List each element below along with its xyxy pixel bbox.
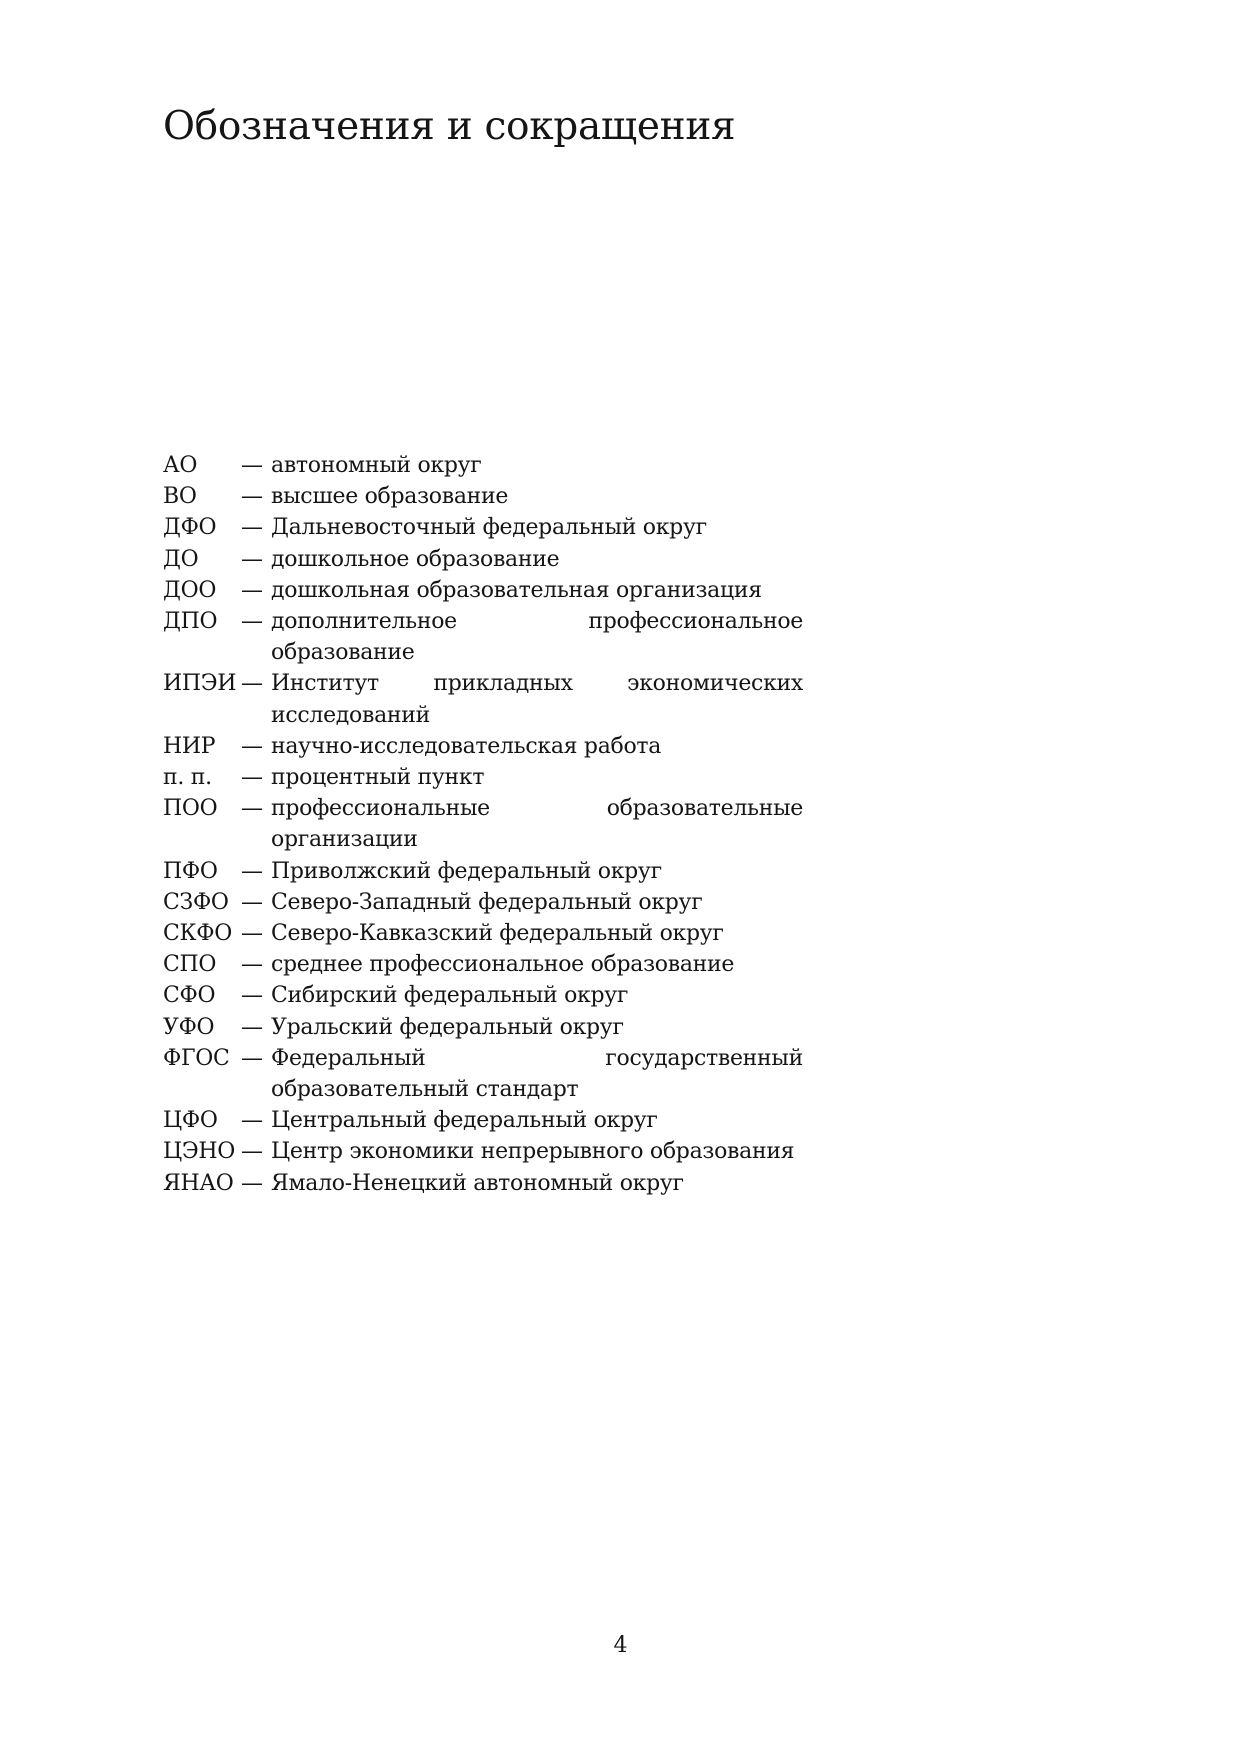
abbreviation-row — [163, 1012, 803, 1043]
em-dash: — — [241, 453, 263, 478]
abbreviation-definition: Дальневосточный федеральный округ — [271, 515, 707, 541]
abbreviation-row — [163, 793, 803, 855]
em-dash: — — [241, 515, 263, 541]
abbreviation-term: ПОО — [163, 796, 218, 822]
em-dash: — — [241, 609, 263, 635]
abbreviation-definition: Северо-Западный федеральный округ — [271, 889, 703, 915]
abbreviation-definition: Сибирский федеральный округ — [271, 983, 629, 1009]
em-dash: — — [241, 1045, 263, 1071]
em-dash: — — [241, 577, 263, 603]
abbreviation-term: ЦЭНО — [163, 1139, 236, 1165]
abbreviation-row — [163, 481, 803, 512]
abbreviation-term: ДО — [163, 546, 199, 572]
abbreviation-row — [163, 731, 803, 762]
abbreviation-definition: дошкольное образование — [271, 546, 560, 572]
em-dash: — — [241, 889, 263, 915]
em-dash: — — [241, 1170, 263, 1196]
abbreviation-term: СЗФО — [163, 889, 229, 915]
em-dash: — — [241, 858, 263, 884]
abbreviation-term: АО — [163, 453, 198, 478]
abbreviation-definition: дополнительное профессиональное образование — [271, 609, 803, 666]
abbreviation-definition: научно-исследовательская работа — [271, 733, 662, 759]
abbreviation-term: ДОО — [163, 577, 217, 603]
abbreviation-definition: автономный округ — [271, 453, 482, 478]
abbreviation-term: УФО — [163, 1014, 215, 1040]
abbreviation-row — [163, 544, 803, 575]
abbreviation-definition: Институт прикладных экономических исследований — [271, 671, 803, 728]
abbreviation-term: НИР — [163, 733, 216, 759]
abbreviation-definition: Северо-Кавказский федеральный округ — [271, 921, 724, 947]
abbreviation-term: ФГОС — [163, 1045, 230, 1071]
abbreviation-row — [163, 980, 803, 1011]
em-dash: — — [241, 952, 263, 978]
em-dash: — — [241, 796, 263, 822]
page-number: 4 — [613, 1633, 628, 1658]
abbreviation-row — [163, 668, 803, 730]
abbreviation-row — [163, 1168, 803, 1199]
em-dash: — — [241, 484, 263, 510]
abbreviation-definition: Центр экономики непрерывного образования — [271, 1139, 795, 1165]
abbreviation-row — [163, 1043, 803, 1105]
abbreviation-term: ВО — [163, 484, 197, 510]
abbreviation-term: п. п. — [163, 765, 212, 791]
abbreviation-list — [163, 450, 803, 1199]
em-dash: — — [241, 983, 263, 1009]
abbreviation-definition: дошкольная образовательная организация — [271, 577, 762, 603]
abbreviation-term: ПФО — [163, 858, 218, 884]
abbreviation-term: ЯНАО — [163, 1170, 234, 1196]
abbreviation-definition: высшее образование — [271, 484, 509, 510]
abbreviation-row — [163, 762, 803, 793]
abbreviation-row — [163, 887, 803, 918]
abbreviation-term: ЦФО — [163, 1108, 218, 1134]
abbreviation-term: СКФО — [163, 921, 232, 947]
em-dash: — — [241, 765, 263, 791]
abbreviation-row — [163, 949, 803, 980]
abbreviation-definition: процентный пункт — [271, 765, 485, 791]
abbreviation-row — [163, 1136, 803, 1167]
em-dash: — — [241, 921, 263, 947]
abbreviation-term: ИПЭИ — [163, 671, 237, 697]
abbreviation-definition: профессиональные образовательные организации — [271, 796, 803, 853]
abbreviation-row — [163, 918, 803, 949]
abbreviation-row — [163, 575, 803, 606]
abbreviation-definition: среднее профессиональное образование — [271, 952, 735, 978]
abbreviation-definition: Центральный федеральный округ — [271, 1108, 658, 1134]
abbreviation-row — [163, 450, 803, 481]
abbreviation-definition: Ямало-Ненецкий автономный округ — [271, 1170, 684, 1196]
abbreviation-row — [163, 1105, 803, 1136]
abbreviation-term: СПО — [163, 952, 217, 978]
em-dash: — — [241, 1108, 263, 1134]
em-dash: — — [241, 1014, 263, 1040]
abbreviation-term: ДПО — [163, 609, 218, 635]
abbreviation-definition: Уральский федеральный округ — [271, 1014, 624, 1040]
em-dash: — — [241, 733, 263, 759]
abbreviation-definition: Приволжский федеральный округ — [271, 858, 662, 884]
em-dash: — — [241, 546, 263, 572]
abbreviation-term: ДФО — [163, 515, 217, 541]
abbreviation-definition: Федеральный государственный образовательный стандарт — [271, 1045, 803, 1103]
em-dash: — — [241, 1139, 263, 1165]
abbreviation-row — [163, 606, 803, 668]
page-title: Обозначения и сокращения — [163, 104, 736, 149]
abbreviation-row — [163, 512, 803, 543]
em-dash: — — [241, 671, 263, 697]
abbreviation-row — [163, 856, 803, 887]
abbreviation-term: СФО — [163, 983, 216, 1009]
